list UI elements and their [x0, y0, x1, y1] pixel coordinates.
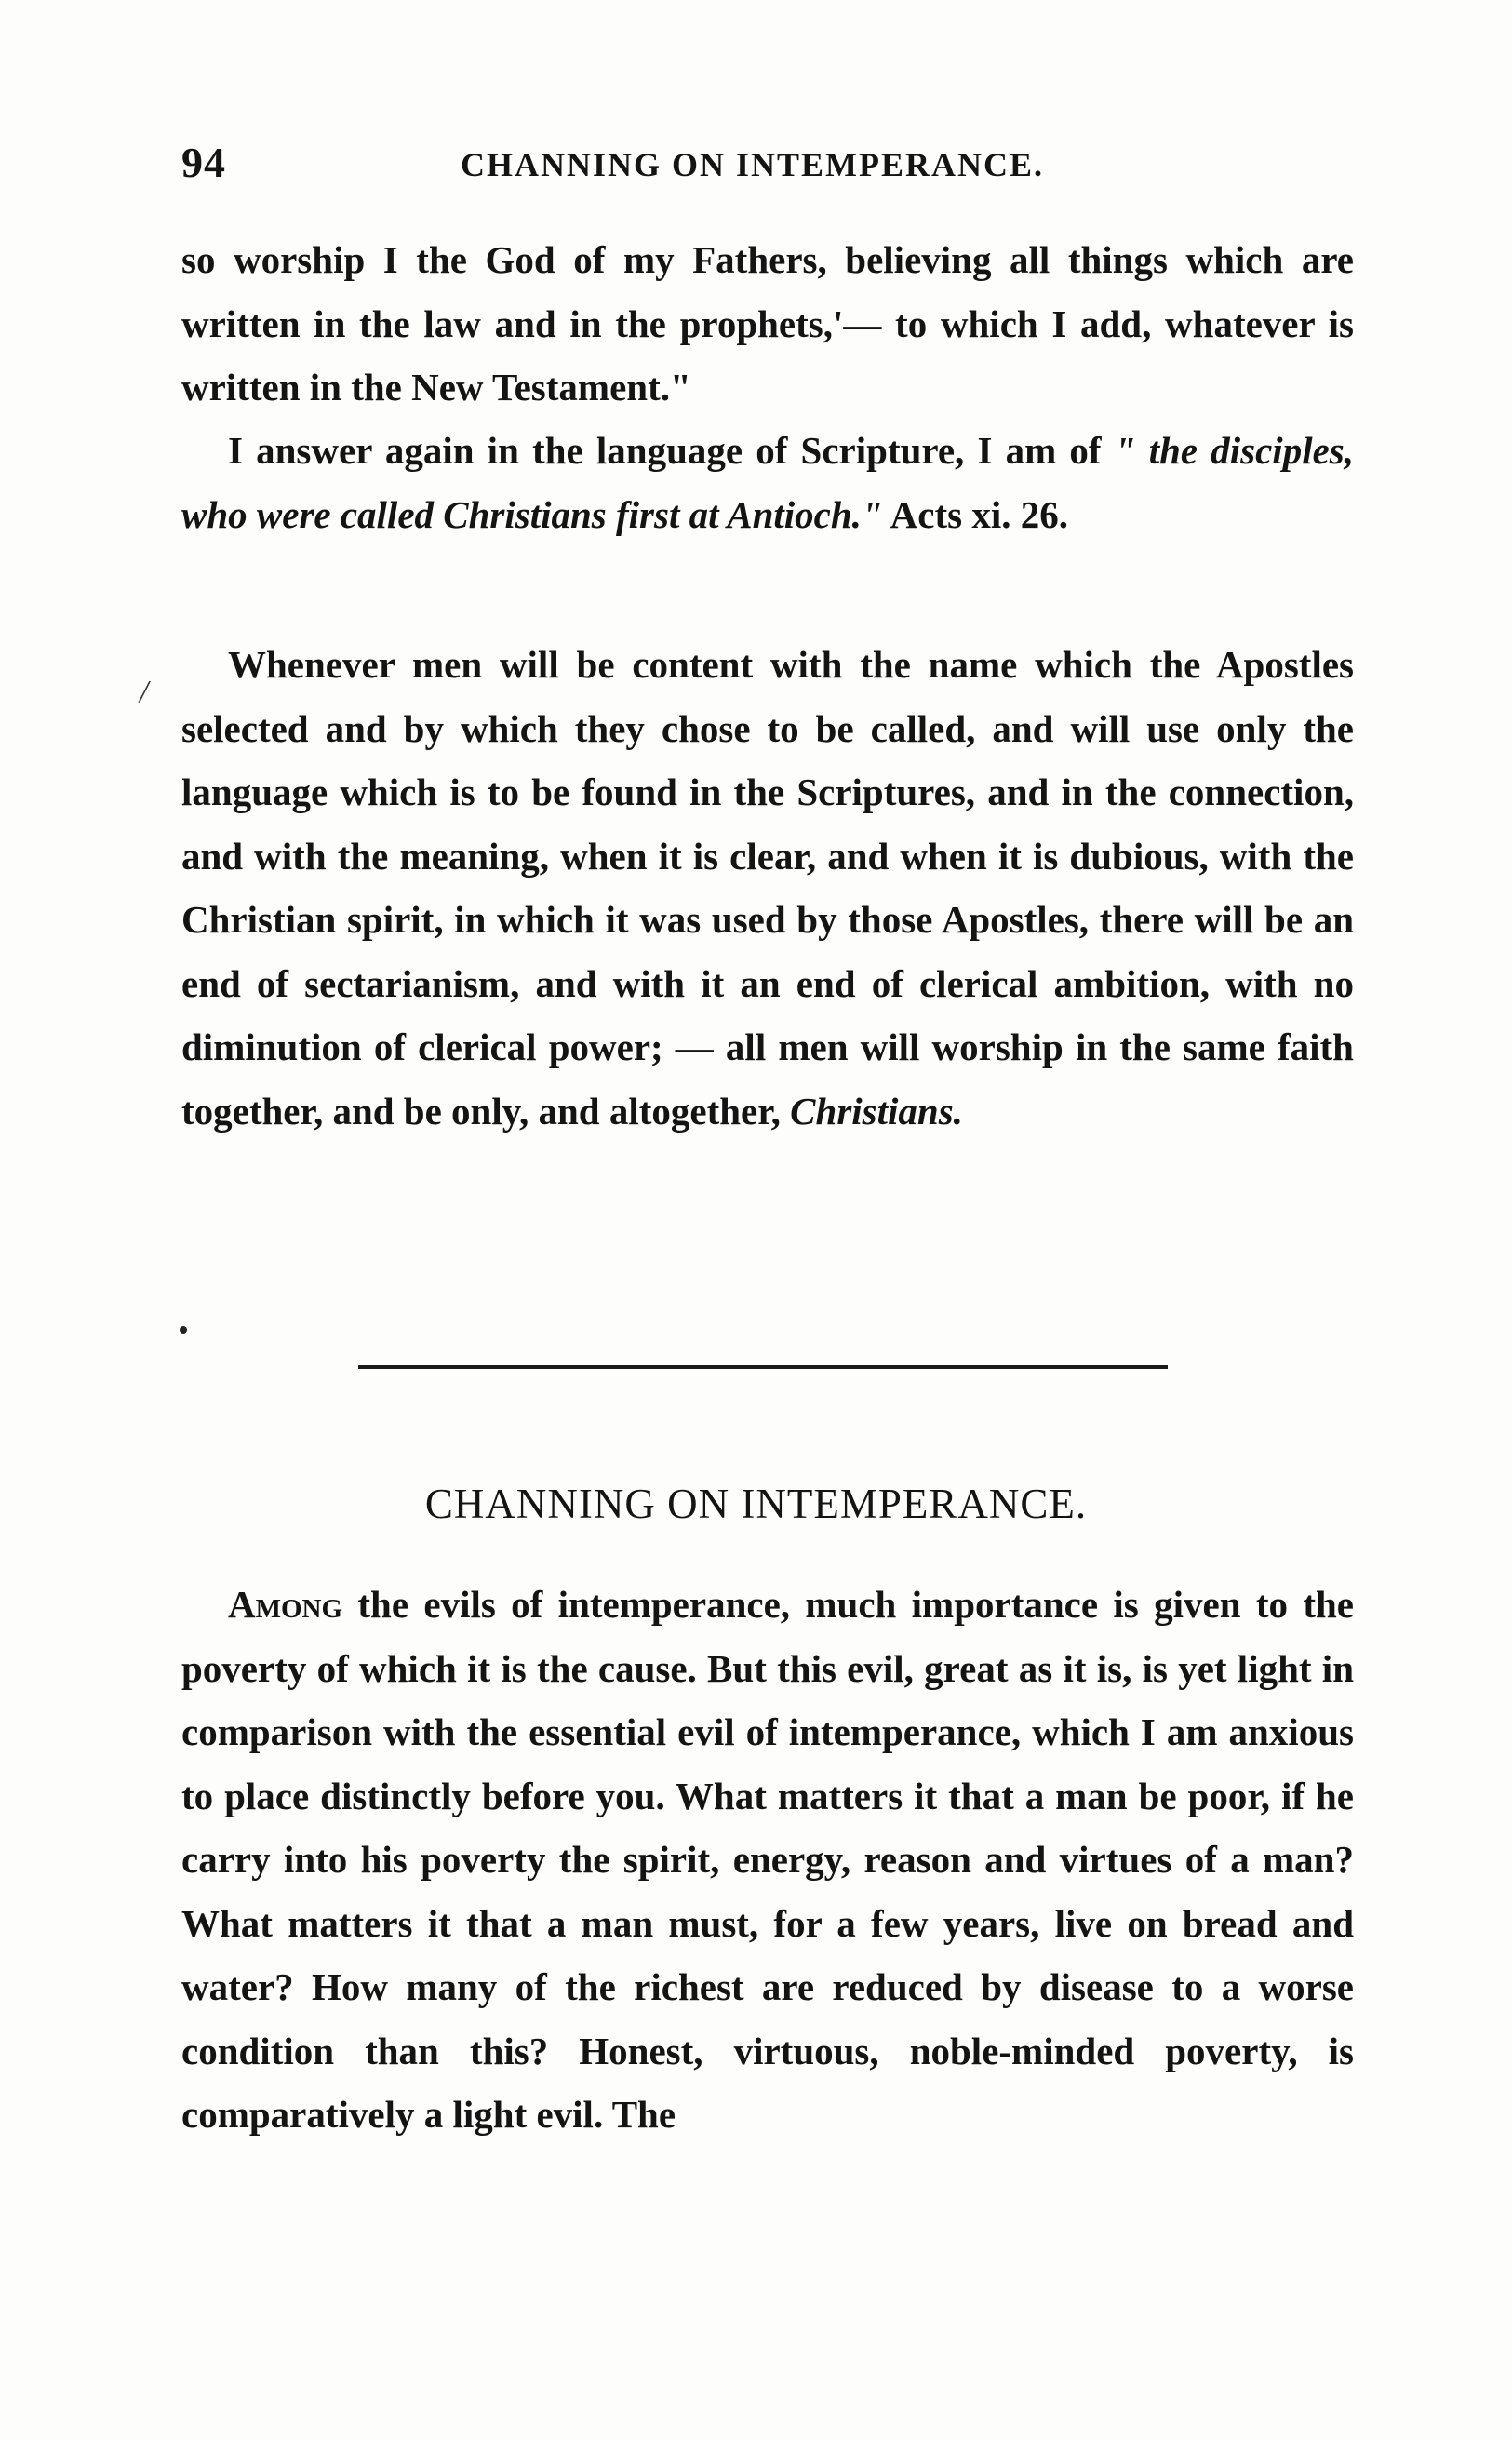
section-body-text: the evils of intemperance, much importance is given to the poverty of which it is the cause. But this evil, great as it is, is yet light in comparison with the essential evil of intemperance, which I am anxious to place distinctly before you. What matters it that a man be poor, if he carry into his poverty the spirit, energy, reason and virtues of a man? What matters it that a man must, for a few years, live on bread and water? How many of the richest are reduced by disease to a worse condition than this? Honest, virtuous, noble-minded poverty, is comparatively a light evil. The	[181, 1583, 1354, 2136]
paragraph-scripture-answer	[181, 419, 1354, 546]
paragraph-2-citation: Acts xi. 26.	[882, 492, 1068, 536]
page-number: 94	[181, 139, 226, 186]
paragraph-2-start: I answer again in the language of Scripture, I am of	[228, 429, 1115, 472]
stray-ink-dot	[180, 1326, 187, 1334]
paragraph-3-body: Whenever men will be content with the name which the Apostles selected and by which they chose to be called, and will use only the language which is to be found in the Scriptures, and in the connection, and with the meaning, when it is clear, and when it is dubious, with the Christian spirit, in which it was used by those Apostles, there will be an end of sectarianism, and with it an end of clerical ambition, with no diminution of clerical power; — all men will worship in the same faith together, and be only, and altogether,	[181, 643, 1354, 1133]
paragraph-3	[181, 633, 1354, 1143]
section-title: CHANNING ON INTEMPERANCE.	[424, 1481, 1088, 1527]
paragraph-2-quote: " the disciples, who were called Christians first at Antioch."	[181, 429, 1354, 536]
running-title: CHANNING ON INTEMPERANCE.	[461, 146, 1045, 183]
paragraph-3-emphasis: Christians.	[790, 1089, 963, 1133]
paragraph-continuation	[181, 228, 1354, 420]
paragraph-whenever	[181, 633, 1354, 1143]
section-body	[181, 1573, 1354, 2147]
paragraph-1-text: so worship I the God of my Fathers, believing all things which are written in the law and in the prophets,'— to which I add, whatever is written in the New Testament."	[181, 238, 1354, 409]
section-paragraph	[181, 1573, 1354, 2147]
paragraph-2	[181, 419, 1354, 546]
section-lead-word: Among	[228, 1583, 343, 1626]
margin-mark: /	[140, 675, 149, 709]
section-divider-rule	[358, 1365, 1168, 1369]
running-head	[181, 138, 1354, 194]
